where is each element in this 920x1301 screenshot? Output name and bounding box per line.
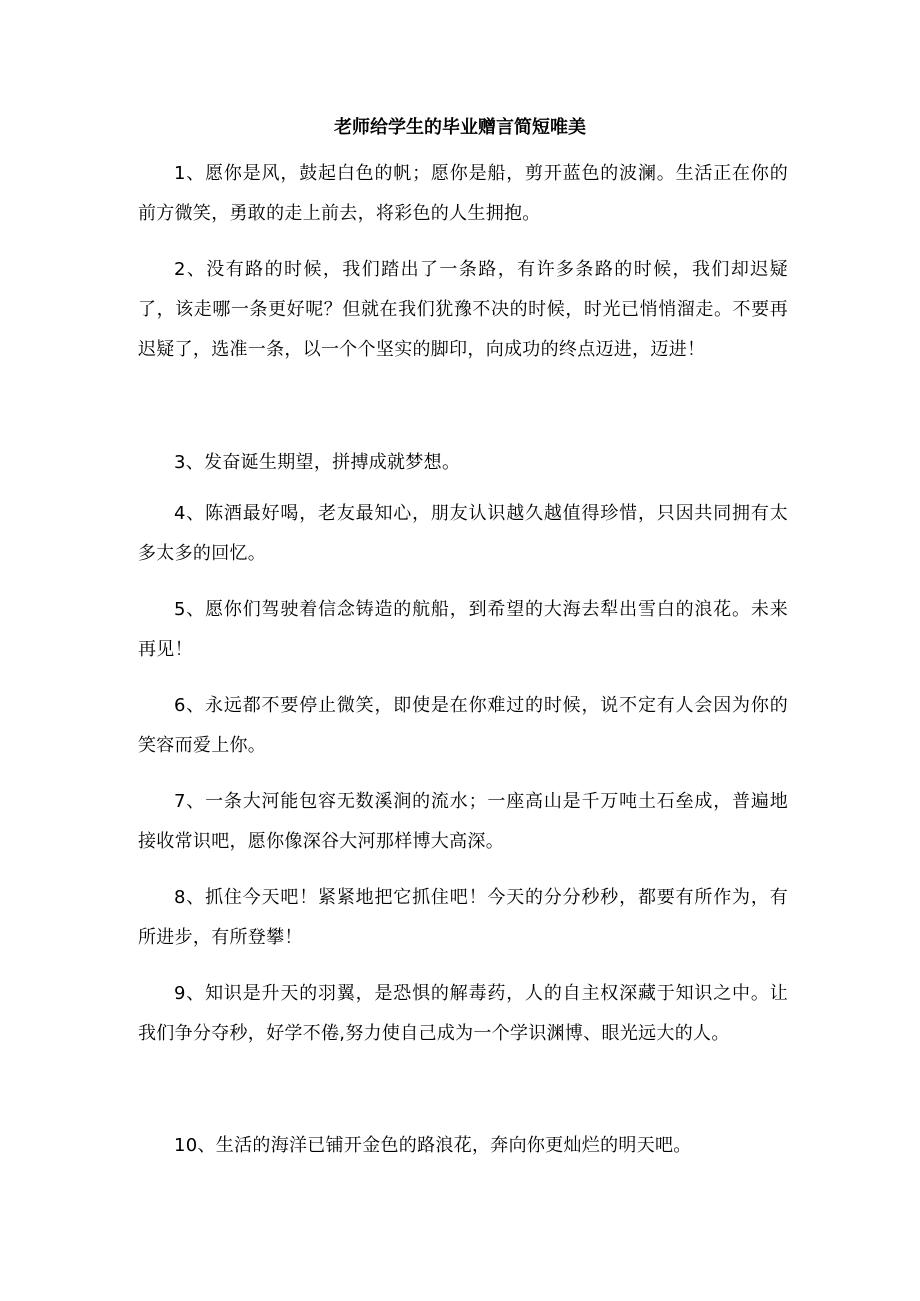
paragraph-9: 9、知识是升天的羽翼，是恐惧的解毒药，人的自主权深藏于知识之中。让我们争分夺秒，好学不倦,努力使自己成为一个学识渊博、眼光远大的人。: [138, 983, 788, 1044]
paragraph-1: 1、愿你是风，鼓起白色的帆；愿你是船，剪开蓝色的波澜。生活正在你的前方微笑，勇敢的走上前去，将彩色的人生拥抱。: [138, 163, 788, 224]
page-title: 老师给学生的毕业赠言简短唯美: [334, 117, 586, 138]
paragraph-10: 10、生活的海洋已铺开金色的路浪花，奔向你更灿烂的明天吧。: [174, 1135, 692, 1156]
paragraph-5: 5、愿你们驾驶着信念铸造的航船，到希望的大海去犁出雪白的浪花。未来再见！: [138, 599, 788, 660]
paragraph-2: 2、没有路的时候，我们踏出了一条路，有许多条路的时候，我们却迟疑了，该走哪一条更好呢？但就在我们犹豫不决的时候，时光已悄悄溜走。不要再迟疑了，选准一条，以一个个坚实的脚印，向成功的终点迈进，迈进！: [138, 259, 788, 360]
paragraph-7: 7、一条大河能包容无数溪涧的流水；一座高山是千万吨土石垒成，普遍地接收常识吧，愿你像深谷大河那样博大高深。: [138, 791, 788, 852]
paragraph-4: 4、陈酒最好喝，老友最知心，朋友认识越久越值得珍惜，只因共同拥有太多太多的回忆。: [138, 503, 788, 564]
paragraph-6: 6、永远都不要停止微笑，即使是在你难过的时候，说不定有人会因为你的笑容而爱上你。: [138, 695, 788, 756]
paragraph-8: 8、抓住今天吧！紧紧地把它抓住吧！今天的分分秒秒，都要有所作为，有所进步，有所登攀！: [138, 887, 788, 948]
paragraph-3: 3、发奋诞生期望，拼搏成就梦想。: [174, 452, 461, 473]
